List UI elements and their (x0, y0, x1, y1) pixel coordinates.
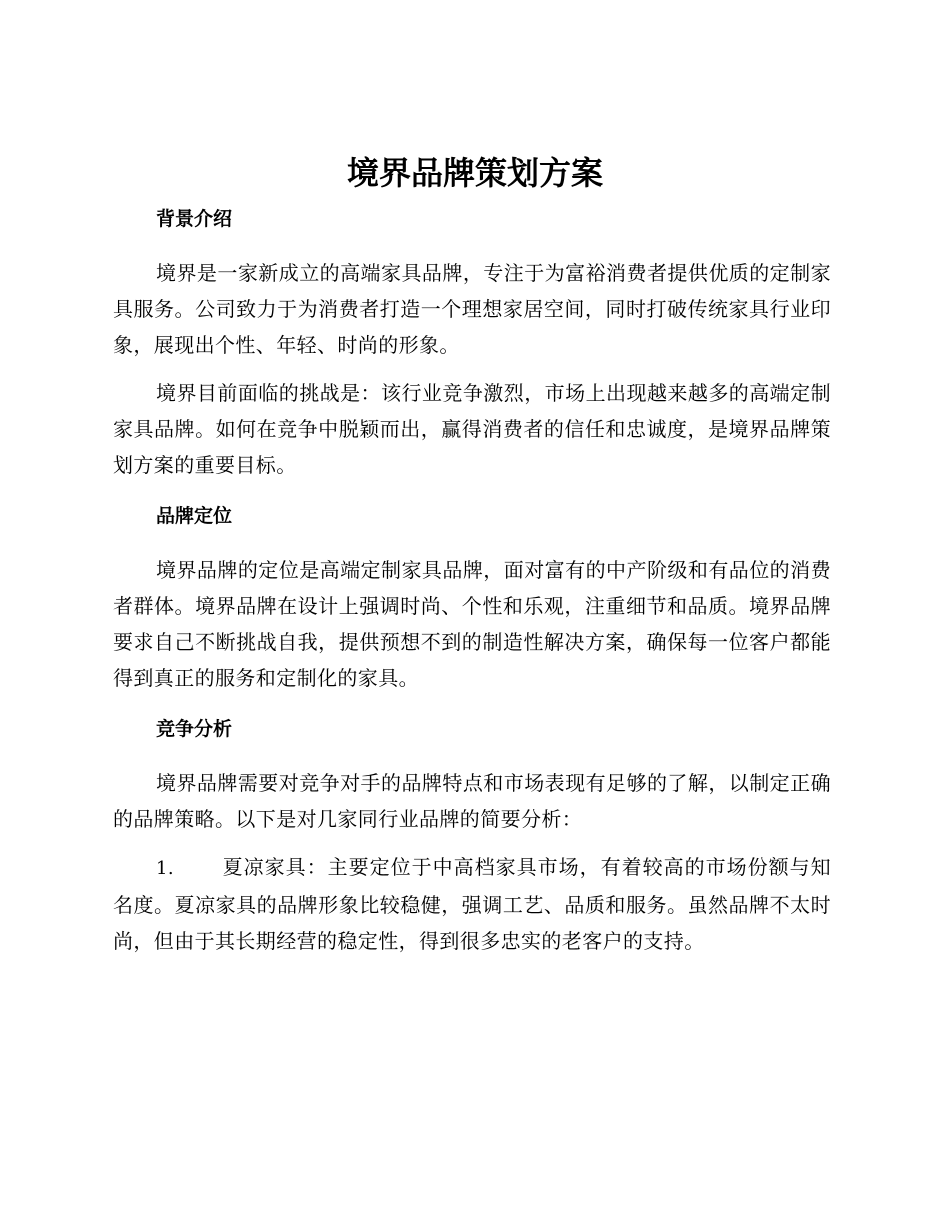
section-heading-competition-analysis: 竞争分析 (156, 718, 233, 740)
paragraph: 境界目前面临的挑战是：该行业竞争激烈，市场上出现越来越多的高端定制家具品牌。如何在竞争中脱颖而出，赢得消费者的信任和忠诚度，是境界品牌策划方案的重要目标。 (113, 381, 831, 477)
section-heading-background: 背景介绍 (156, 208, 233, 230)
document-title: 境界品牌策划方案 (346, 154, 603, 192)
paragraph: 境界是一家新成立的高端家具品牌，专注于为富裕消费者提供优质的定制家具服务。公司致力于为消费者打造一个理想家居空间，同时打破传统家具行业印象，展现出个性、年轻、时尚的形象。 (113, 261, 831, 357)
section-heading-brand-positioning: 品牌定位 (156, 505, 233, 527)
paragraph: 境界品牌的定位是高端定制家具品牌，面对富有的中产阶级和有品位的消费者群体。境界品牌在设计上强调时尚、个性和乐观，注重细节和品质。境界品牌要求自己不断挑战自我，提供预想不到的制造性解决方案，确保每一位客户都能得到真正的服务和定制化的家具。 (113, 558, 831, 690)
list-item-text: 夏凉家具：主要定位于中高档家具市场，有着较高的市场份额与知名度。夏凉家具的品牌形象比较稳健，强调工艺、品质和服务。虽然品牌不太时尚，但由于其长期经营的稳定性，得到很多忠实的老客户的支持。 (113, 855, 831, 953)
document-body (113, 202, 831, 959)
paragraph: 境界品牌需要对竞争对手的品牌特点和市场表现有足够的了解，以制定正确的品牌策略。以下是对几家同行业品牌的简要分析： (113, 771, 831, 831)
list-item (113, 849, 831, 959)
list-marker: 1. (156, 858, 174, 879)
